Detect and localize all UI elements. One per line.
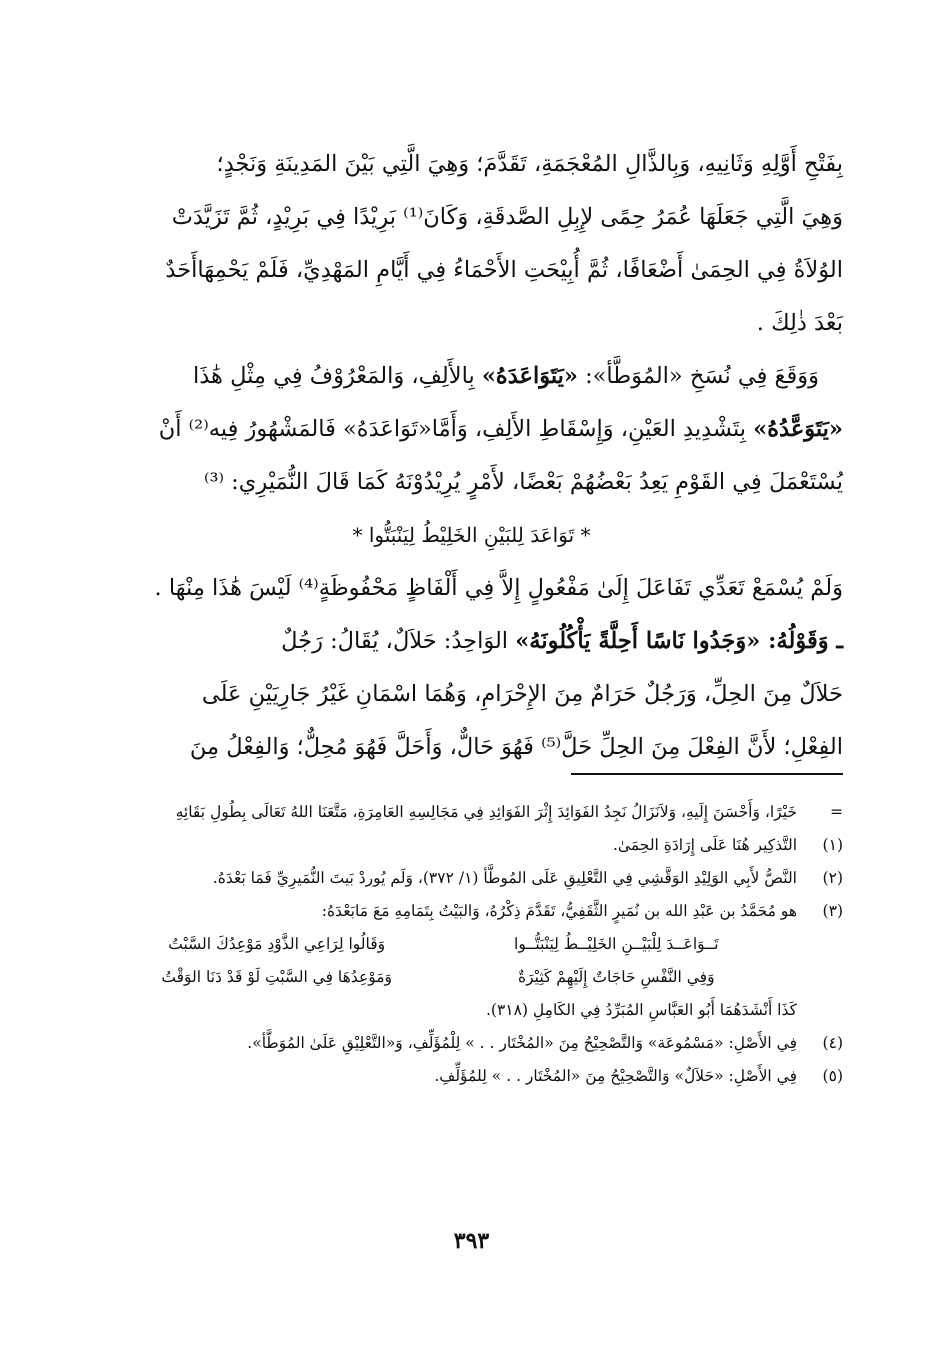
footnote-item bbox=[100, 895, 843, 928]
page-number: ٣٩٣ bbox=[453, 1228, 490, 1254]
text-line: الوُلاَةُ فِي الحِمَىٰ أَضْعَافًا، ثُمَّ أُبِيْحَتِ الأَحْمَاءُ فِي أَيَّامِ المَهْدِيِّ، فَلَمْ يَحْمِهَاأَحَدٌ bbox=[165, 257, 843, 283]
paragraph-4-line-1 bbox=[100, 615, 843, 668]
footnote-number: (٢) bbox=[822, 869, 843, 887]
poem-first-hemistich: وَفِي النَّفْسِ حَاجَاتٌ إِلَيْهِمْ كَثِيْرَةٌ bbox=[517, 968, 715, 986]
poem-second-hemistich: وَمَوْعِدُهَا فِي السَّبْتِ لَوْ قَدْ دَنَا الوَقْتُ bbox=[161, 968, 393, 986]
footnote-item bbox=[100, 829, 843, 862]
text-span: وَوَقَعَ فِي نُسَخِ «المُوَطَّأ»: bbox=[577, 363, 819, 389]
footnote-separator bbox=[571, 773, 843, 775]
footnote-text: هو مُحَمَّدُ بن عَبْدِ الله بن نُمَيرٍ الثَّقَفِيُّ، تَقَدَّمَ ذِكْرُهُ، وَالبَيْتُ بِتَمَامِهِ مَعَ مَابَعْدَهُ: bbox=[321, 902, 797, 920]
paragraph-4-line-3: الفِعْلِ؛ لأَنَّ الفِعْلَ مِنَ الحِلِّ حَلَّ⁽⁵⁾ فَهُوَ حَالٌّ، وَأَحَلَّ فَهُوَ مُحِلٌّ؛ وَالفِعْلُ مِنَ bbox=[189, 734, 843, 760]
quoted-term: «يَتَوَاعَدَهُ» bbox=[481, 363, 578, 389]
footnote-number: (٣) bbox=[822, 902, 843, 920]
footnote-number: (٤) bbox=[822, 1034, 843, 1052]
text-line: بِفَتْحِ أَوَّلِهِ وَثَانِيهِ، وَبِالذَّالِ المُعْجَمَةِ، تَقَدَّمَ؛ وَهِيَ الَّتِي بَيْنَ المَدِينَةِ وَنَجْدٍ؛ bbox=[216, 151, 843, 177]
text-span: بِتَشْدِيدِ العَيْنِ، وَإِسْقَاطِ الأَلِفِ، وَأَمَّا«تَوَاعَدَهُ» فَالمَشْهُورُ فِيه⁽²⁾ أَنْ bbox=[158, 416, 754, 442]
footnote-after-poem: كَذَا أَنْشَدَهُمَا أَبُو العَبَّاسِ المُبَرِّدُ فِي الكَامِلِ (٣١٨). bbox=[485, 1001, 797, 1019]
paragraph-2-line-3: يُسْتَعْمَلَ فِي القَوْمِ يَعِدُ بَعْضُهُمْ بَعْضًا، لأَمْرٍ يُرِيْدُوْنَهُ كَمَا قَالَ النُّمَيْرِي: ⁽³⁾ bbox=[203, 469, 843, 495]
footnote-item bbox=[100, 1060, 843, 1093]
paragraph-4-line-2: حَلاَلٌ مِنَ الحِلِّ، وَرَجُلٌ حَرَامٌ مِنَ الإِحْرَامِ، وَهُمَا اسْمَانِ غَيْرُ جَارِيَيْنِ عَلَى bbox=[201, 681, 843, 707]
paragraph-2-line-1 bbox=[100, 350, 843, 403]
text-line: بَعْدَ ذٰلِكَ . bbox=[756, 310, 843, 336]
footnotes bbox=[100, 796, 843, 1093]
continuation-mark: = bbox=[830, 803, 843, 821]
main-text bbox=[100, 138, 843, 774]
paragraph-3: وَلَمْ يُسْمَعْ تَعَدِّي تَفَاعَلَ إِلَىٰ مَفْعُولٍ إِلاَّ فِي أَلْفَاظٍ مَحْفُوظَةٍ⁽⁴⁾ لَيْسَ هَٰذَا مِنْهَا . bbox=[154, 575, 843, 601]
footnote-text: فِي الأَصْلِ: «حَلاَلٌ» وَالتَّصْحِيْحُ مِنَ «المُخْتَار . . » لِلمُؤَلِّفِ. bbox=[434, 1067, 797, 1085]
footnote-continuation bbox=[100, 796, 843, 829]
poem-second-hemistich: وَقَالُوا لِرَاعِي الذَّوْدِ مَوْعِدُكَ السَّبْتُ bbox=[168, 935, 386, 953]
text-span: بِالأَلِفِ، وَالمَعْرُوْفُ فِي مِثْلِ هَٰذَا bbox=[192, 363, 482, 389]
footnote-text: التَّذكِير هُنَا عَلَى إِرَادَةِ الحِمَىٰ. bbox=[613, 836, 797, 854]
footnote-number: (٥) bbox=[822, 1067, 843, 1085]
footnote-text: النَّصُّ لأَبِي الوَلِيْدِ الوَقَّشِي فِي التَّعْلِيقِ عَلَى المُوطَّأ (١/ ٣٧٢)، وَلَم يُوردْ بَيتَ النُّمَيرِيِّ فَمَا بَعْدَهُ. bbox=[212, 869, 797, 887]
paragraph-2-line-2 bbox=[100, 403, 843, 456]
text-line: وَهِيَ الَّتِي جَعَلَهَا عُمَرُ حِمًى لإِبِلِ الصَّدقَةِ، وَكَانَ⁽¹⁾ بَرِيْدًا فِي بَرِيْدٍ، ثُمَّ تَزَيَّدَتْ bbox=[171, 204, 843, 230]
text-span: الوَاحِدُ: حَلاَلٌ، يُقَالُ: رَجُلٌ bbox=[281, 628, 516, 654]
poem-first-hemistich: تَــوَاعَــدَ لِلْبَيْــنِ الخَلِيْــطُ لِيَنْبَتُّــوا bbox=[514, 935, 719, 953]
footnote-item bbox=[100, 1027, 843, 1060]
verse-quote: * تَوَاعَدَ لِلبَيْنِ الخَلِيْطُ لِيَنْبَتُّوا * bbox=[352, 523, 591, 547]
footnote-number: (١) bbox=[822, 836, 843, 854]
poem-verse bbox=[100, 961, 843, 994]
poem-verse bbox=[100, 928, 843, 961]
quoted-term: «يَتَوَعَّدُهُ» bbox=[753, 416, 843, 442]
footnote-text: فِي الأَصْلِ: «مَسْمُوعَة» وَالتَّصْحِيْحُ مِنَ «المُخْتَار . . » لِلْمُؤَلِّفِ، وَ«التَّعْلِيْقِ عَلَىٰ المُوَطَّأ». bbox=[247, 1034, 797, 1052]
footnote-item bbox=[100, 862, 843, 895]
quoted-hadith: ـ وَقَوْلُهُ: «وَجَدُوا نَاسًا أَحِلَّةً يَأْكُلُونَهُ» bbox=[515, 628, 843, 654]
footnote-text: خَيْرًا، وَأَحْسَنَ إِلَيهِ، وَلاَنَزَالُ نَجِدُ الفَوَائِدَ إِثْرَ الفَوَائِدِ فِي مَجَالِسِهِ العَامِرَةِ، مَتَّعَنَا اللهُ تَعَالَى بِطُولِ بَقَائِهِ bbox=[175, 803, 797, 821]
